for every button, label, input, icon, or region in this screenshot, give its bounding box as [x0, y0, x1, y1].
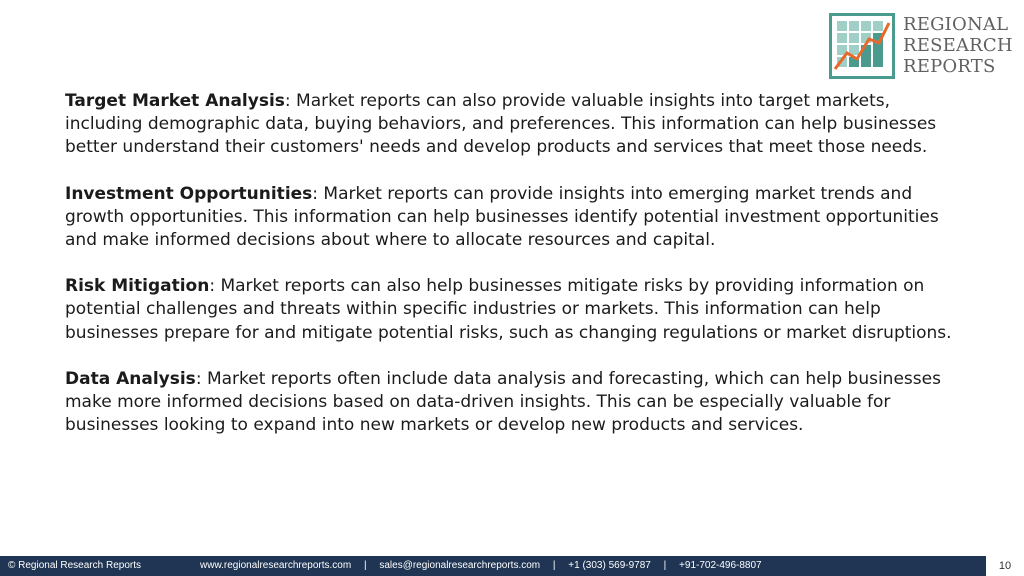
- section-target-market: [65, 90, 965, 160]
- logo-line-3: REPORTS: [903, 56, 996, 77]
- section-term: Investment Opportunities: [65, 183, 313, 204]
- chart-logo-icon: [829, 13, 895, 79]
- section-risk-mitigation: [65, 275, 965, 345]
- section-text: : Market reports often include data analysis and forecasting, which can help businesses make more informed decisions based on data-driven insights. This can be especially valuable for businesses looking to expand into new markets or develop new products and services.: [65, 368, 941, 436]
- section-term: Risk Mitigation: [65, 276, 210, 297]
- footer-separator: |: [552, 560, 556, 571]
- footer-separator: |: [363, 560, 367, 571]
- slide-content: [65, 90, 965, 460]
- footer-separator: |: [663, 560, 667, 571]
- logo-line-2: RESEARCH: [903, 35, 1013, 56]
- section-text: : Market reports can provide insights into emerging market trends and growth opportunities. This information can help businesses identify potential investment opportunities and make informed decisions about where to allocate resources and capital.: [65, 183, 939, 251]
- footer-email-link[interactable]: sales@regionalresearchreports.com: [379, 560, 541, 571]
- section-term: Target Market Analysis: [65, 91, 285, 111]
- logo-line-1: REGIONAL: [903, 14, 1009, 35]
- page-number: 10: [984, 556, 1024, 576]
- footer-bar: [0, 556, 984, 576]
- footer-phone-1: +1 (303) 569-9787: [568, 560, 651, 571]
- section-investment: [65, 183, 965, 253]
- footer-contacts: [200, 556, 762, 576]
- footer-copyright: © Regional Research Reports: [8, 560, 141, 571]
- footer-website-link[interactable]: www.regionalresearchreports.com: [200, 560, 352, 571]
- logo-wordmark: [903, 14, 1013, 77]
- section-term: Data Analysis: [65, 368, 196, 389]
- section-data-analysis: [65, 368, 965, 438]
- company-logo: [829, 13, 1013, 79]
- section-text: : Market reports can also help businesses mitigate risks by providing information on potential challenges and threats within specific industries or markets. This information can help businesses prepare for and mitigate potential risks, such as changing regulations or market disruptions.: [65, 276, 952, 343]
- footer-phone-2: +91-702-496-8807: [679, 560, 762, 571]
- section-text: : Market reports can also provide valuable insights into target markets, including demographic data, buying behaviors, and preferences. This information can help businesses better understand their customers' needs and develop products and services that meet those needs.: [65, 91, 937, 158]
